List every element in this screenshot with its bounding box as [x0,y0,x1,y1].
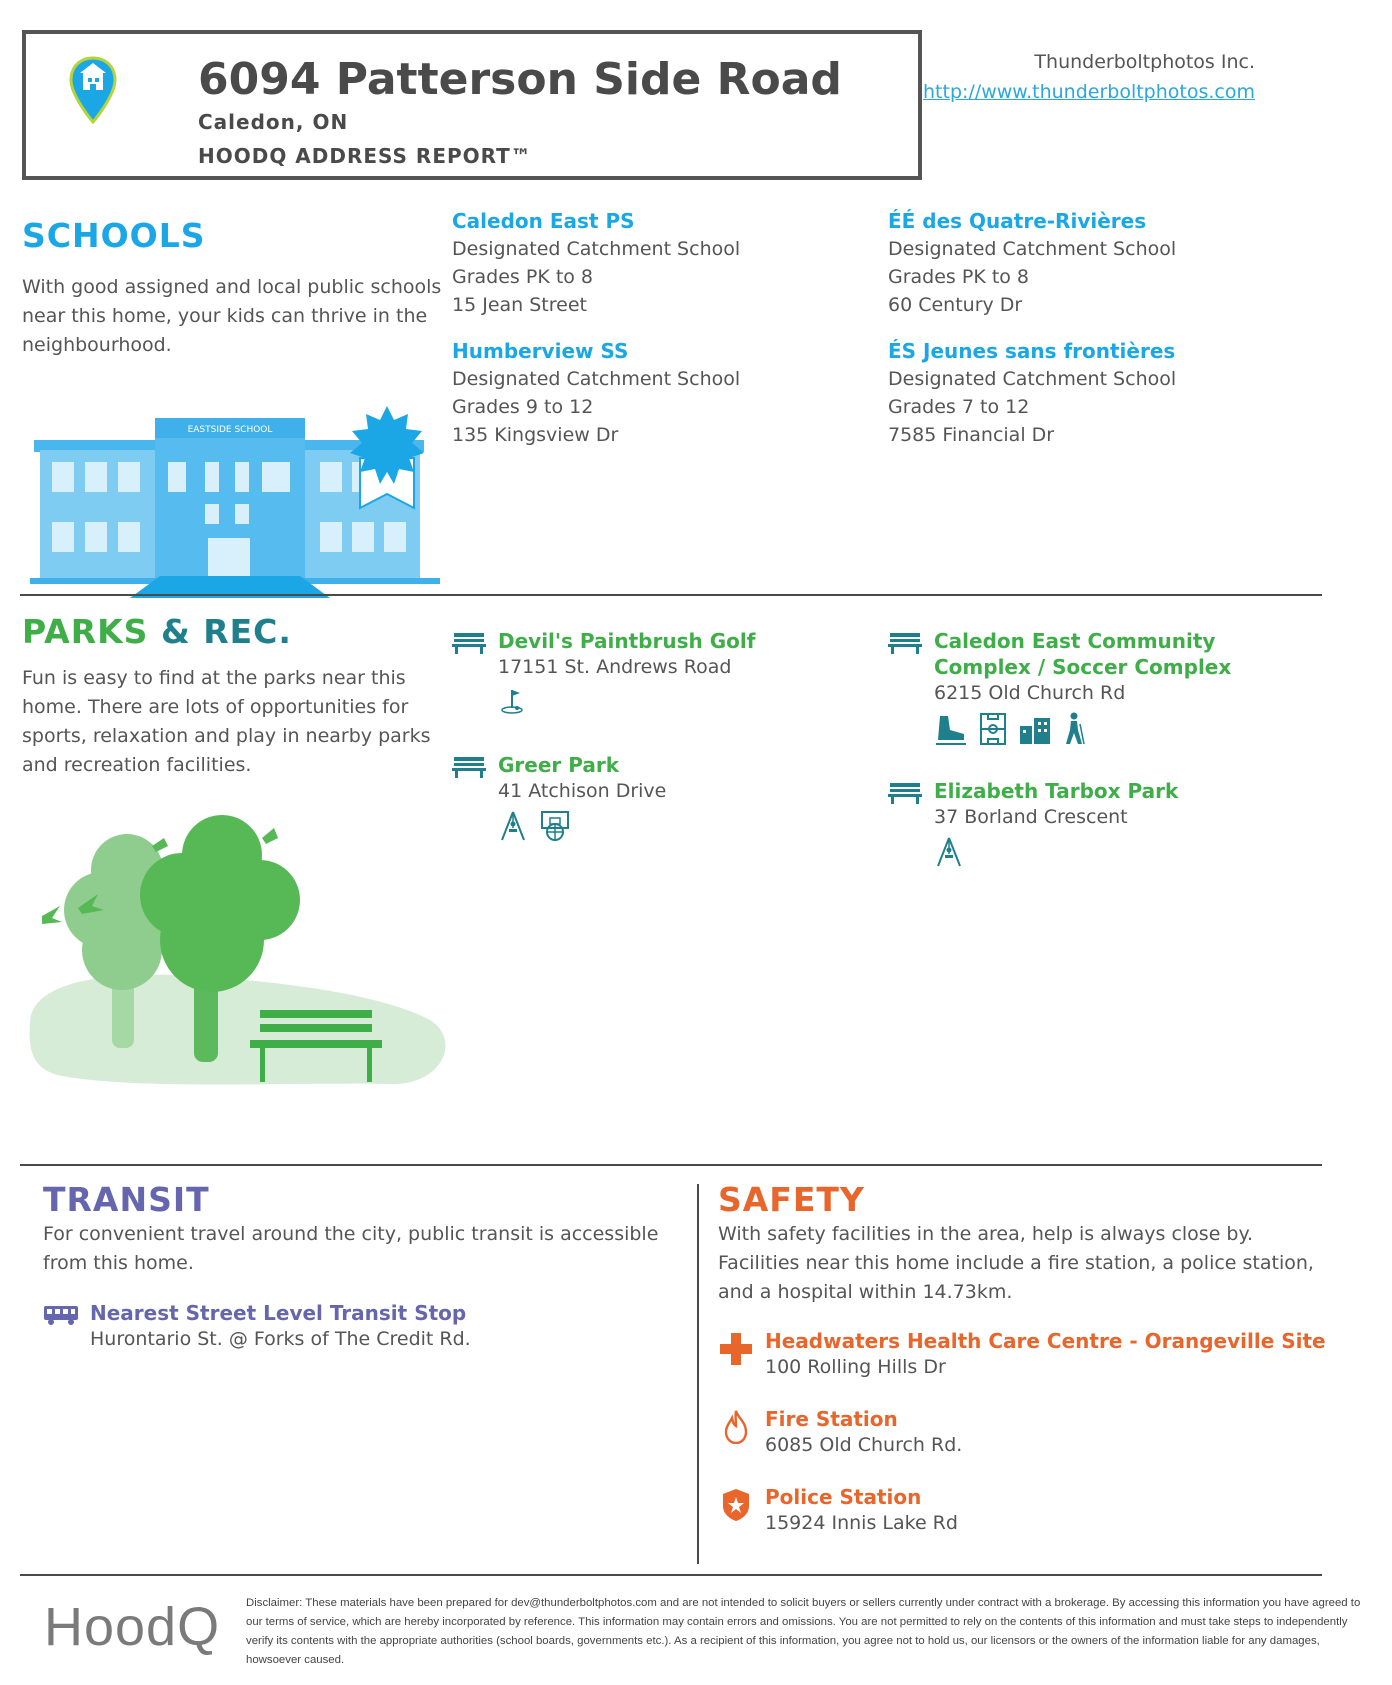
park-amenities [498,686,755,716]
park-item[interactable] [452,628,755,716]
park-item[interactable] [888,628,1231,746]
column-divider [697,1184,699,1564]
school-item[interactable] [452,337,740,449]
school-name[interactable]: Caledon East PS [452,209,635,233]
safety-intro: With safety facilities in the area, help is always close by. Facilities near this home include a fire station, a police station, and a hospital within 14.73km. [718,1223,1314,1303]
transit-heading: TRANSIT [43,1180,210,1219]
property-address: 6094 Patterson Side Road [198,54,842,105]
park-name-line2[interactable]: Complex / Soccer Complex [934,655,1232,679]
school-type: Designated Catchment School [452,368,741,390]
park-bench-icon [452,756,486,778]
park-address: 37 Borland Crescent [934,806,1128,828]
park-address: 6215 Old Church Rd [934,682,1126,704]
brokerage-name: Thunderboltphotos Inc. [1034,51,1255,73]
report-label: HOODQ ADDRESS REPORT™ [198,144,532,168]
hospital-cross-icon [720,1333,752,1365]
parks-heading-part1: PARKS [22,612,149,651]
school-type: Designated Catchment School [888,368,1177,390]
park-name[interactable]: Devil's Paintbrush Golf [498,629,756,653]
transit-stop-label[interactable]: Nearest Street Level Transit Stop [90,1301,467,1325]
school-item[interactable] [888,337,1176,449]
park-bench-icon [888,632,922,654]
safety-address: 15924 Innis Lake Rd [765,1512,958,1534]
park-amenities [934,836,1178,868]
park-bench-icon [888,782,922,804]
address-header-box [22,30,922,180]
school-address: 60 Century Dr [888,294,1023,316]
fire-icon [724,1410,748,1444]
school-address: 7585 Financial Dr [888,424,1055,446]
bus-icon [43,1304,79,1326]
school-name[interactable]: ÉÉ des Quatre-Rivières [888,209,1147,233]
park-item[interactable] [452,752,666,842]
school-item[interactable] [452,207,740,319]
safety-heading: SAFETY [718,1180,865,1219]
school-item[interactable] [888,207,1176,319]
school-name[interactable]: Humberview SS [452,339,629,363]
hiking-icon [1062,712,1086,746]
park-address: 17151 St. Andrews Road [498,656,732,678]
park-name-line1[interactable]: Caledon East Community [934,629,1216,653]
school-grades: Grades PK to 8 [452,266,594,288]
schools-intro: With good assigned and local public schools near this home, your kids can thrive in the neighbourhood. [22,276,442,356]
safety-name[interactable]: Headwaters Health Care Centre - Orangeville Site [765,1329,1326,1353]
school-address: 15 Jean Street [452,294,587,316]
school-type: Designated Catchment School [888,238,1177,260]
transit-stop-name: Hurontario St. @ Forks of The Credit Rd. [90,1328,471,1350]
park-bench-icon [452,632,486,654]
park-amenities [498,810,666,842]
school-grades: Grades PK to 8 [888,266,1030,288]
school-address: 135 Kingsview Dr [452,424,619,446]
hoodq-logo: HoodQ [44,1597,221,1657]
school-sign-text: EASTSIDE SCHOOL [187,425,273,435]
park-item[interactable] [888,778,1178,868]
school-grades: Grades 9 to 12 [452,396,594,418]
brokerage-info [923,47,1255,107]
property-city: Caledon, ON [198,110,349,134]
school-grades: Grades 7 to 12 [888,396,1030,418]
playground-icon [498,810,528,842]
police-badge-icon [722,1488,750,1522]
parks-heading [22,612,292,651]
golf-icon [498,686,528,716]
school-name[interactable]: ÉS Jeunes sans frontières [888,339,1176,363]
safety-item[interactable] [718,1328,1326,1380]
school-type: Designated Catchment School [452,238,741,260]
parks-intro: Fun is easy to find at the parks near this home. There are lots of opportunities for sports, relaxation and play in nearby parks and recreation facilities. [22,667,431,776]
location-pin-icon [68,56,118,126]
playground-icon [934,836,964,868]
disclaimer-text: Disclaimer: These materials have been prepared for dev@thunderboltphotos.com and are not intended to solicit buyers or sellers currently under contract with a brokerage. By accessing this information you have agreed to our terms of service, which are hereby incorporated by reference. This information may contain errors and omissions. You are not permitted to rely on the contents of this information and must take steps to independently verify its contents with the appropriate authorities (school boards, governments etc.). As a recipient of this information, you agree not to hold us, our licensors or the owners of the information liable for any damages, howsoever caused. [246,1597,1361,1666]
section-divider [20,1164,1322,1166]
parks-heading-part2: & REC. [148,612,292,651]
skate-icon [934,712,968,746]
section-divider [20,594,1322,596]
park-name[interactable]: Elizabeth Tarbox Park [934,779,1179,803]
transit-stop-item[interactable] [43,1300,471,1352]
footer-divider [20,1574,1322,1576]
park-address: 41 Atchison Drive [498,780,667,802]
basketball-icon [538,810,572,842]
transit-intro: For convenient travel around the city, public transit is accessible from this home. [43,1223,659,1274]
brokerage-link[interactable]: http://www.thunderboltphotos.com [923,81,1255,103]
safety-address: 6085 Old Church Rd. [765,1434,963,1456]
park-amenities [934,712,1231,746]
award-ribbon-icon [350,406,424,508]
safety-address: 100 Rolling Hills Dr [765,1356,946,1378]
community-centre-icon [1018,712,1052,746]
safety-item[interactable] [718,1484,958,1536]
safety-name[interactable]: Police Station [765,1485,922,1509]
school-building-illustration [30,398,440,598]
safety-item[interactable] [718,1406,962,1458]
soccer-field-icon [978,712,1008,746]
park-name[interactable]: Greer Park [498,753,620,777]
park-illustration [22,800,452,1090]
schools-heading: SCHOOLS [22,216,206,255]
safety-name[interactable]: Fire Station [765,1407,898,1431]
